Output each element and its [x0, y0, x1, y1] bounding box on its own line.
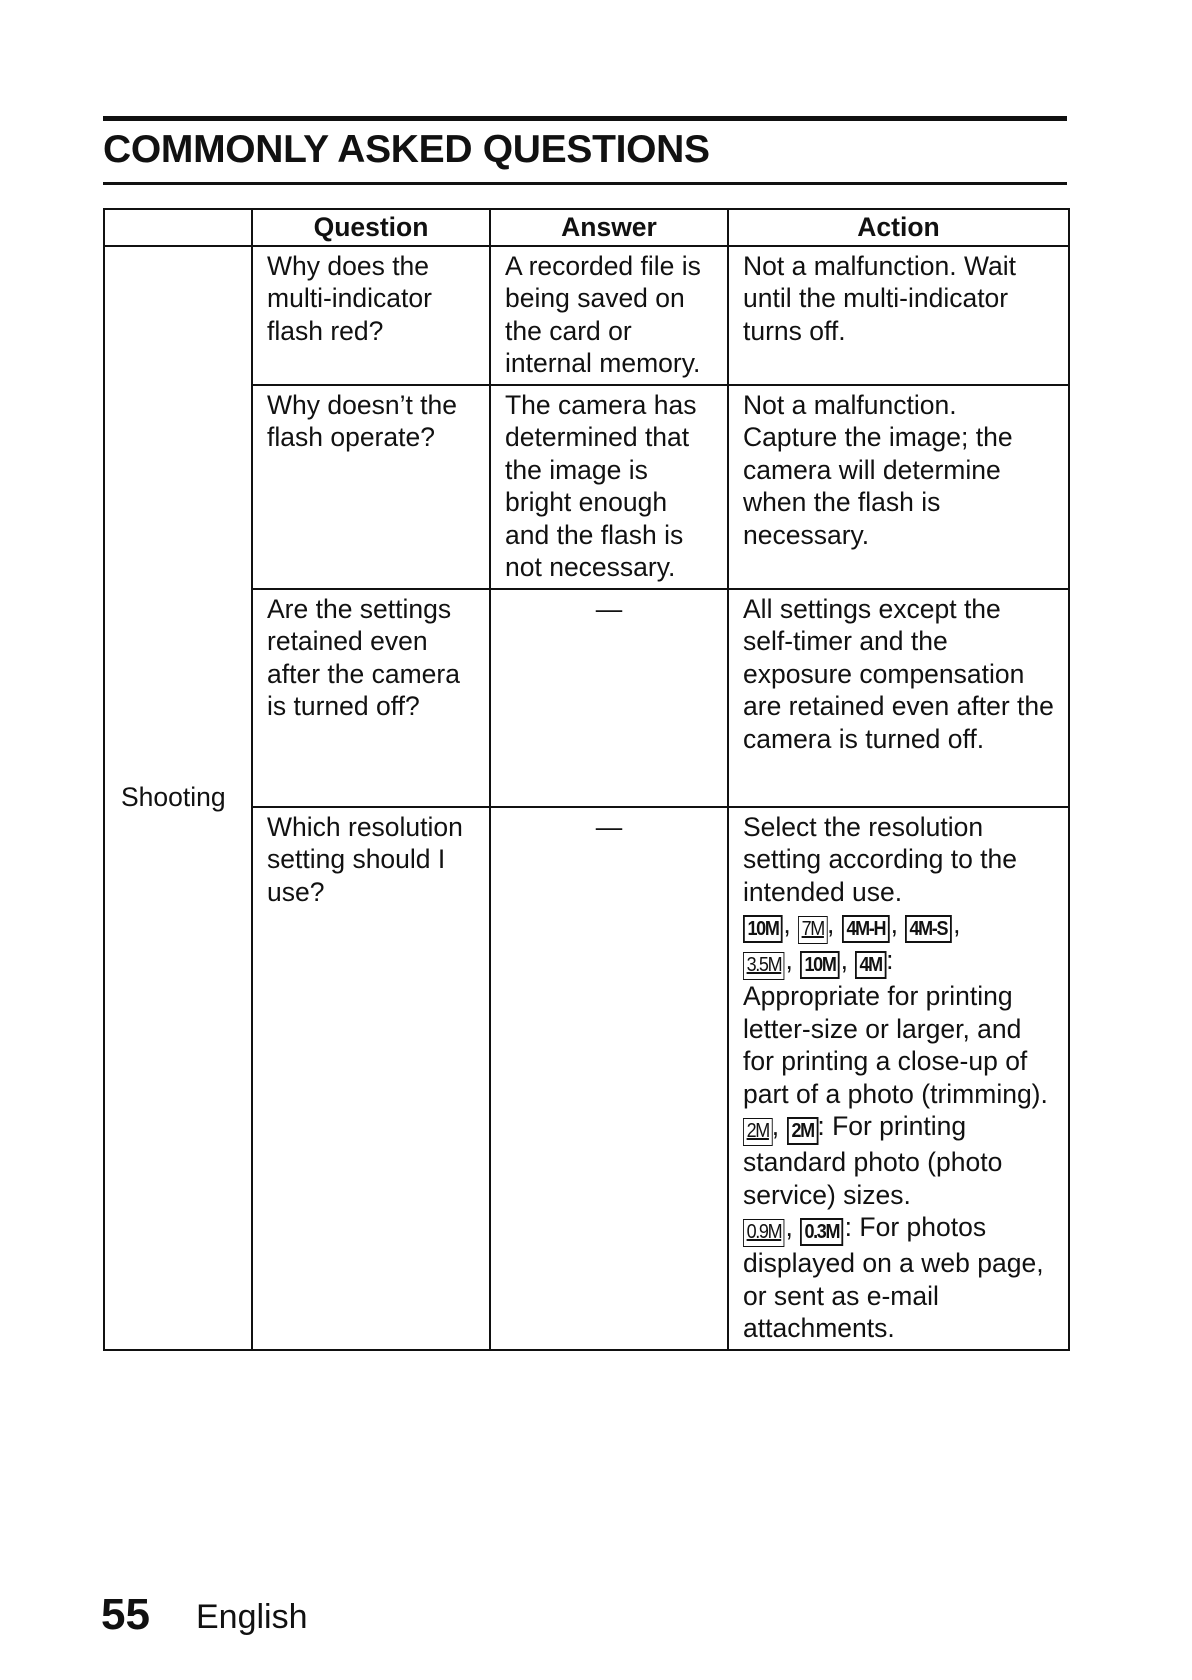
resolution-4m-h-icon: 4M-H — [842, 915, 890, 943]
action-large-print: Appropriate for printing letter-size or larger, and for printing a close-up of part of a photo (trimming). — [743, 981, 1048, 1109]
resolution-4m-s-icon: 4M-S — [905, 915, 952, 943]
resolution-7m-icon: 7M — [798, 916, 828, 944]
answer-cell: The camera has determined that the image is bright enough and the flash is not necessary. — [490, 385, 728, 589]
page-language: English — [196, 1598, 308, 1636]
header-question: Question — [252, 209, 490, 246]
page-title: COMMONLY ASKED QUESTIONS — [103, 128, 710, 171]
resolution-0-3m-icon: 0.3M — [800, 1218, 844, 1246]
answer-cell: A recorded file is being saved on the card or internal memory. — [490, 246, 728, 385]
resolution-2m-fine-icon: 2M — [743, 1118, 773, 1146]
question-cell: Why doesn’t the flash operate? — [252, 385, 490, 589]
faq-table — [103, 208, 1070, 1351]
resolution-0-9m-icon: 0.9M — [743, 1219, 785, 1247]
category-cell: Shooting — [104, 246, 252, 1350]
action-web: For photos displayed on a web page, or sent as e-mail attachments. — [743, 1212, 1044, 1343]
action-cell: All settings except the self-timer and the exposure compensation are retained even after the camera is turned off. — [728, 589, 1069, 807]
header-answer: Answer — [490, 209, 728, 246]
answer-cell: — — [490, 589, 728, 807]
page-number: 55 — [101, 1590, 150, 1639]
action-intro: Select the resolution setting according to the intended use. — [743, 811, 1018, 907]
table-header-row — [104, 209, 1069, 246]
action-cell: Not a malfunction. Wait until the multi-indicator turns off. — [728, 246, 1069, 385]
table-row — [104, 246, 1069, 385]
title-bottom-rule — [103, 182, 1067, 185]
resolution-3-5m-icon: 3.5M — [743, 952, 785, 980]
answer-cell: — — [490, 807, 728, 1350]
question-cell: Which resolution setting should I use? — [252, 807, 490, 1350]
action-standard-print: For printing standard photo (photo service) sizes. — [743, 1111, 1003, 1210]
title-top-rule — [103, 116, 1067, 121]
resolution-4m-wide-icon: 4M — [855, 951, 886, 979]
resolution-10m-wide-icon: 10M — [800, 951, 840, 979]
header-category — [104, 209, 252, 246]
header-action: Action — [728, 209, 1069, 246]
resolution-10m-icon: 10M — [743, 915, 783, 943]
action-cell: Not a malfunction. Capture the image; the camera will determine when the flash is necessary. — [728, 385, 1069, 589]
question-cell: Are the settings retained even after the camera is turned off? — [252, 589, 490, 807]
resolution-2m-icon: 2M — [787, 1117, 818, 1145]
action-cell: Select the resolution setting according to the intended use. 10M , 7M , 4M-H , 4M-S , 3.5M , 10M , 4M : Appropriate for printing letter-size or larger, and for printing a close-up of part of a photo (trimming). 2M , 2M : For printing standard photo (photo service) sizes. 0.9M , 0.3M : For photos displayed on a web page, or sent as e-mail attachments. — [728, 807, 1069, 1350]
question-cell: Why does the multi-indicator flash red? — [252, 246, 490, 385]
